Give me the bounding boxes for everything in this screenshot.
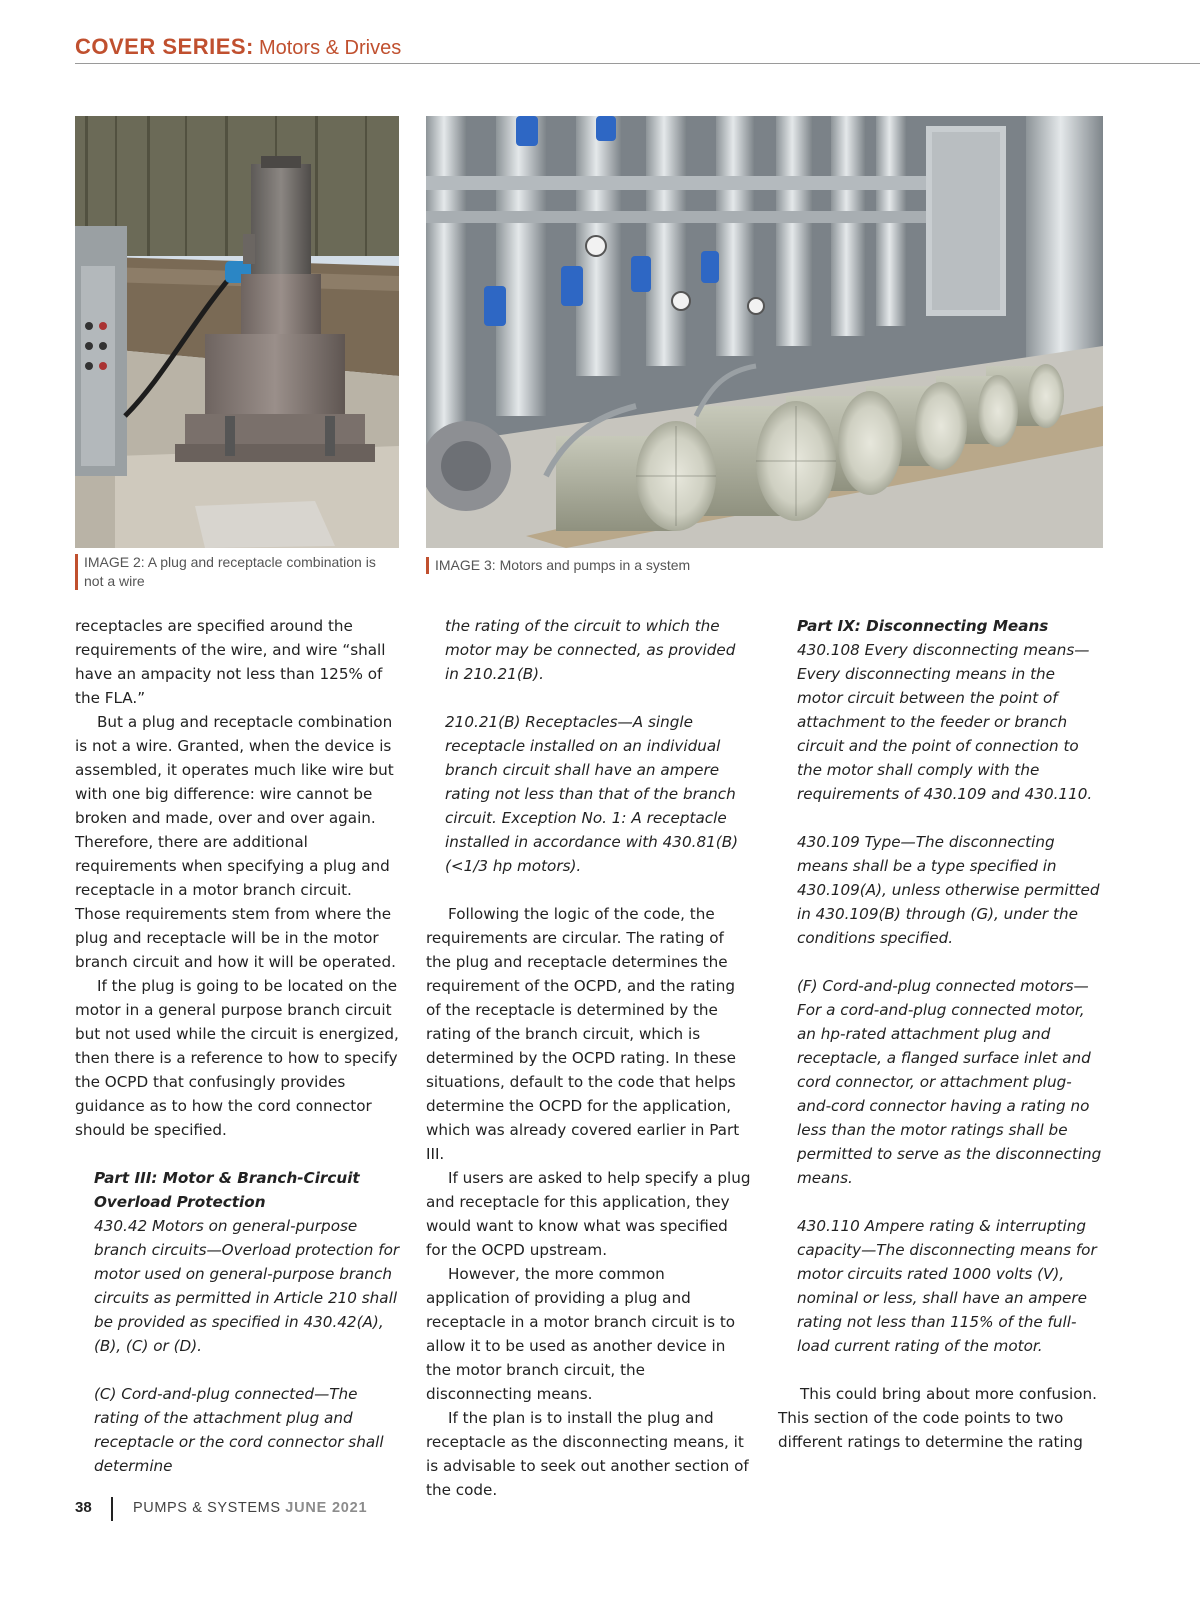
col1-code-quote-2: (C) Cord-and-plug connected—The rating of the attachment plug and receptacle or the cord connector shall determine: [94, 1385, 384, 1475]
page-number: 38: [75, 1499, 92, 1516]
col2-paragraph-2: If users are asked to help specify a plug and receptacle for this application, they would want to know what was specified for the OCPD upstream.: [426, 1169, 751, 1259]
plug-receptacle-photo: [75, 116, 399, 548]
caption-image-2: [75, 553, 408, 591]
column-3: [778, 614, 1104, 1454]
col2-paragraph-4: If the plan is to install the plug and receptacle as the disconnecting means, it is advisable to seek out another section of the code.: [426, 1409, 749, 1499]
col1-code-quote-1: 430.42 Motors on general-purpose branch circuits—Overload protection for motor used on general-purpose branch circuits as permitted in Article 210 shall be provided as specified in 430.42(A), (B), (C) or (D).: [94, 1217, 400, 1355]
col1-paragraph-2: But a plug and receptacle combination is not a wire. Granted, when the device is assembled, it operates much like wire but with one big difference: wire cannot be broken and made, over and over again. Therefore, there are additional requirements when specifying a plug and receptacle in a motor branch circuit. Those requirements stem from where the plug and receptacle will be in the motor branch circuit and how it will be operated.: [75, 713, 396, 971]
motors-pumps-photo: [426, 116, 1103, 548]
issue-date: JUNE 2021: [285, 1500, 368, 1516]
caption-image-2-line2: not a wire: [84, 573, 145, 589]
col3-code-quote-2: 430.109 Type—The disconnecting means shall be a type specified in 430.109(A), unless otherwise permitted in 430.109(B) through (G), under the conditions specified.: [797, 833, 1100, 947]
col1-paragraph-1: receptacles are specified around the requirements of the wire, and wire “shall have an ampacity not less than 125% of the FLA.”: [75, 617, 386, 707]
image-motors-pumps: [426, 116, 1103, 548]
col2-paragraph-1: Following the logic of the code, the requirements are circular. The rating of the plug and receptacle determines the requirement of the OCPD, and the rating of the receptacle is determined by the rating of the branch circuit, which is determined by the OCPD rating. In these situations, default to the code that helps determine the OCPD for the application, which was already covered earlier in Part III.: [426, 905, 740, 1163]
col1-section-heading: Part III: Motor & Branch-Circuit Overload Protection: [94, 1169, 360, 1211]
footer-divider: [111, 1497, 113, 1521]
col1-paragraph-3: If the plug is going to be located on the motor in a general purpose branch circuit but not used while the circuit is energized, then there is a reference to how to specify the OCPD that confusingly provides guidance as to how the cord connector should be specified.: [75, 977, 399, 1139]
publication-title: PUMPS & SYSTEMS: [133, 1500, 281, 1516]
image-plug-receptacle: [75, 116, 399, 548]
running-header: [75, 34, 1200, 60]
col3-code-quote-4: 430.110 Ampere rating & interrupting capacity—The disconnecting means for motor circuits rated 1000 volts (V), nominal or less, shall have an ampere rating not less than 115% of the full-load current rating of the motor.: [797, 1217, 1097, 1355]
col3-section-heading: Part IX: Disconnecting Means: [797, 617, 1049, 635]
header-divider: [75, 63, 1200, 64]
col3-code-quote-3: (F) Cord-and-plug connected motors—For a cord-and-plug connected motor, an hp-rated attachment plug and receptacle, a flanged surface inlet and cord connector, or attachment plug-and-cord connector having a rating no less than the motor ratings shall be permitted to serve as the disconnecting means.: [797, 977, 1102, 1187]
series-label: COVER SERIES:: [75, 34, 254, 59]
col2-code-quote-1: the rating of the circuit to which the motor may be connected, as provided in 210.21(B).: [445, 617, 736, 683]
caption-image-3: [426, 556, 935, 575]
caption-image-2-line1: IMAGE 2: A plug and receptacle combination is: [84, 554, 376, 570]
column-2: [426, 614, 752, 1502]
caption-image-3-text: IMAGE 3: Motors and pumps in a system: [435, 557, 691, 573]
col3-paragraph-1: This could bring about more confusion. This section of the code points to two different ratings to determine the rating: [778, 1385, 1097, 1451]
series-topic: Motors & Drives: [258, 37, 402, 59]
col3-code-quote-1: 430.108 Every disconnecting means—Every disconnecting means in the motor circuit between the point of attachment to the feeder or branch circuit and the point of connection to the motor shall comply with the requirements of 430.109 and 430.110.: [797, 641, 1093, 803]
col2-code-quote-2: 210.21(B) Receptacles—A single receptacle installed on an individual branch circuit shall have an ampere rating not less than that of the branch circuit. Exception No. 1: A receptacle installed in accordance with 430.81(B) (<1/3 hp motors).: [445, 713, 739, 875]
publication-name: [133, 1500, 367, 1516]
column-1: [75, 614, 401, 1478]
col2-paragraph-3: However, the more common application of providing a plug and receptacle in a motor branch circuit is to allow it to be used as another device in the motor branch circuit, the disconnecting means.: [426, 1265, 736, 1403]
